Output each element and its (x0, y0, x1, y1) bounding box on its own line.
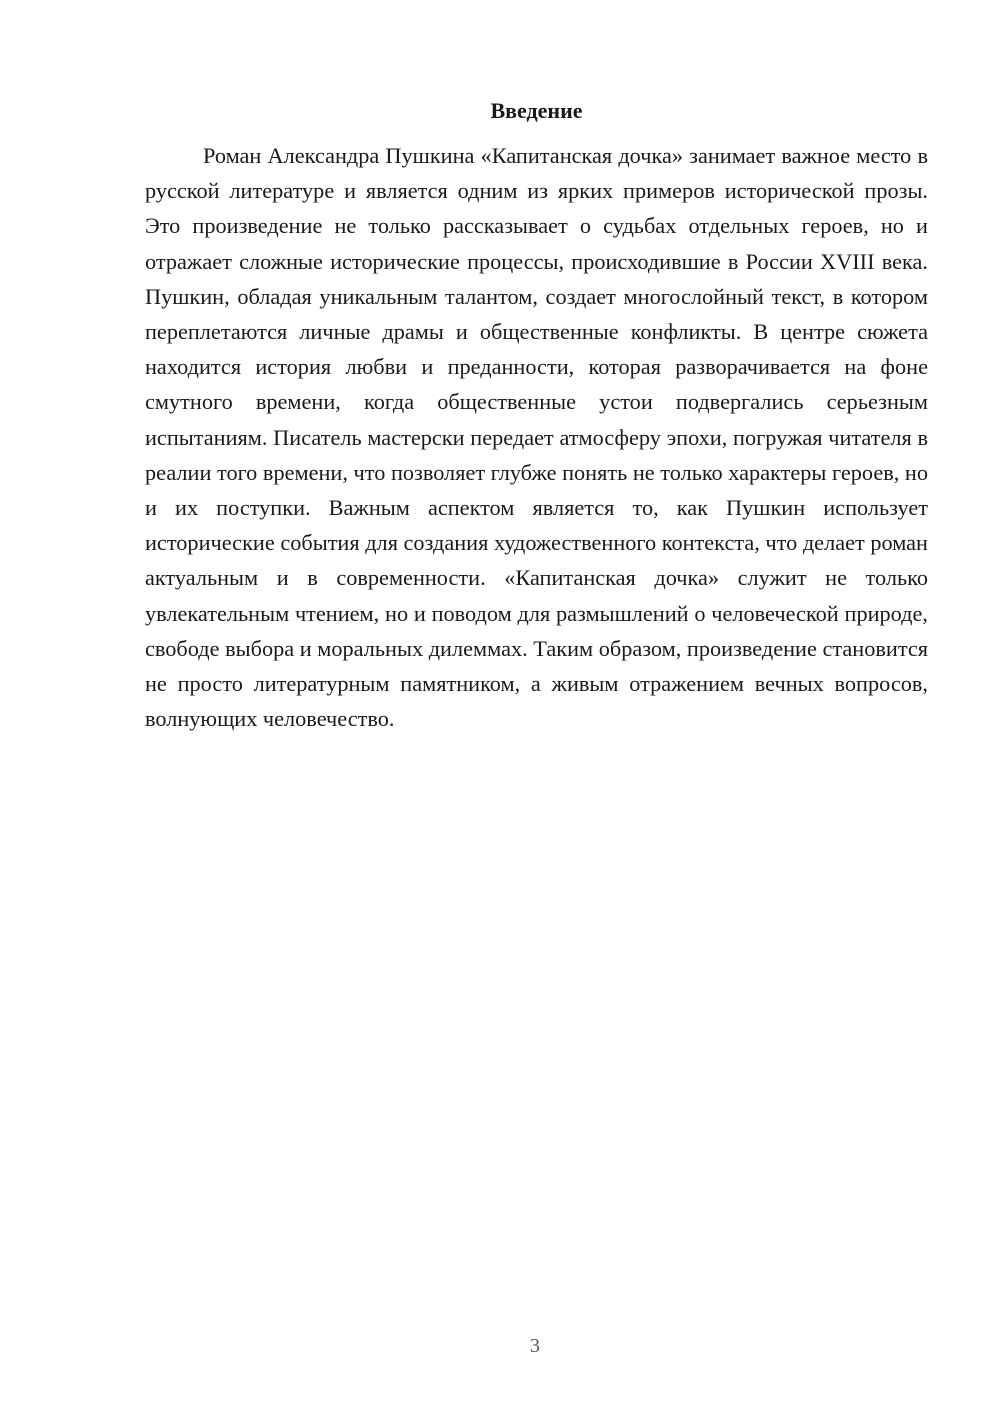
body-paragraph: Роман Александра Пушкина «Капитанская дочка» занимает важное место в русской литературе и является одним из ярких примеров исторической прозы. Это произведение не только рассказывает о судьбах отдельных героев, но и отражает сложные исторические процессы, происходившие в России XVIII века. Пушкин, обладая уникальным талантом, создает многослойный текст, в котором переплетаются личные драмы и общественные конфликты. В центре сюжета находится история любви и преданности, которая разворачивается на фоне смутного времени, когда общественные устои подвергались серьезным испытаниям. Писатель мастерски передает атмосферу эпохи, погружая читателя в реалии того времени, что позволяет глубже понять не только характеры героев, но и их поступки. Важным аспектом является то, как Пушкин использует исторические события для создания художественного контекста, что делает роман актуальным и в современности. «Капитанская дочка» служит не только увлекательным чтением, но и поводом для размышлений о человеческой природе, свободе выбора и моральных дилеммах. Таким образом, произведение становится не просто литературным памятником, а живым отражением вечных вопросов, волнующих человечество. (145, 143, 928, 732)
page-content (145, 96, 928, 736)
section-heading: Введение (490, 98, 583, 123)
page-number: 3 (530, 1335, 540, 1357)
